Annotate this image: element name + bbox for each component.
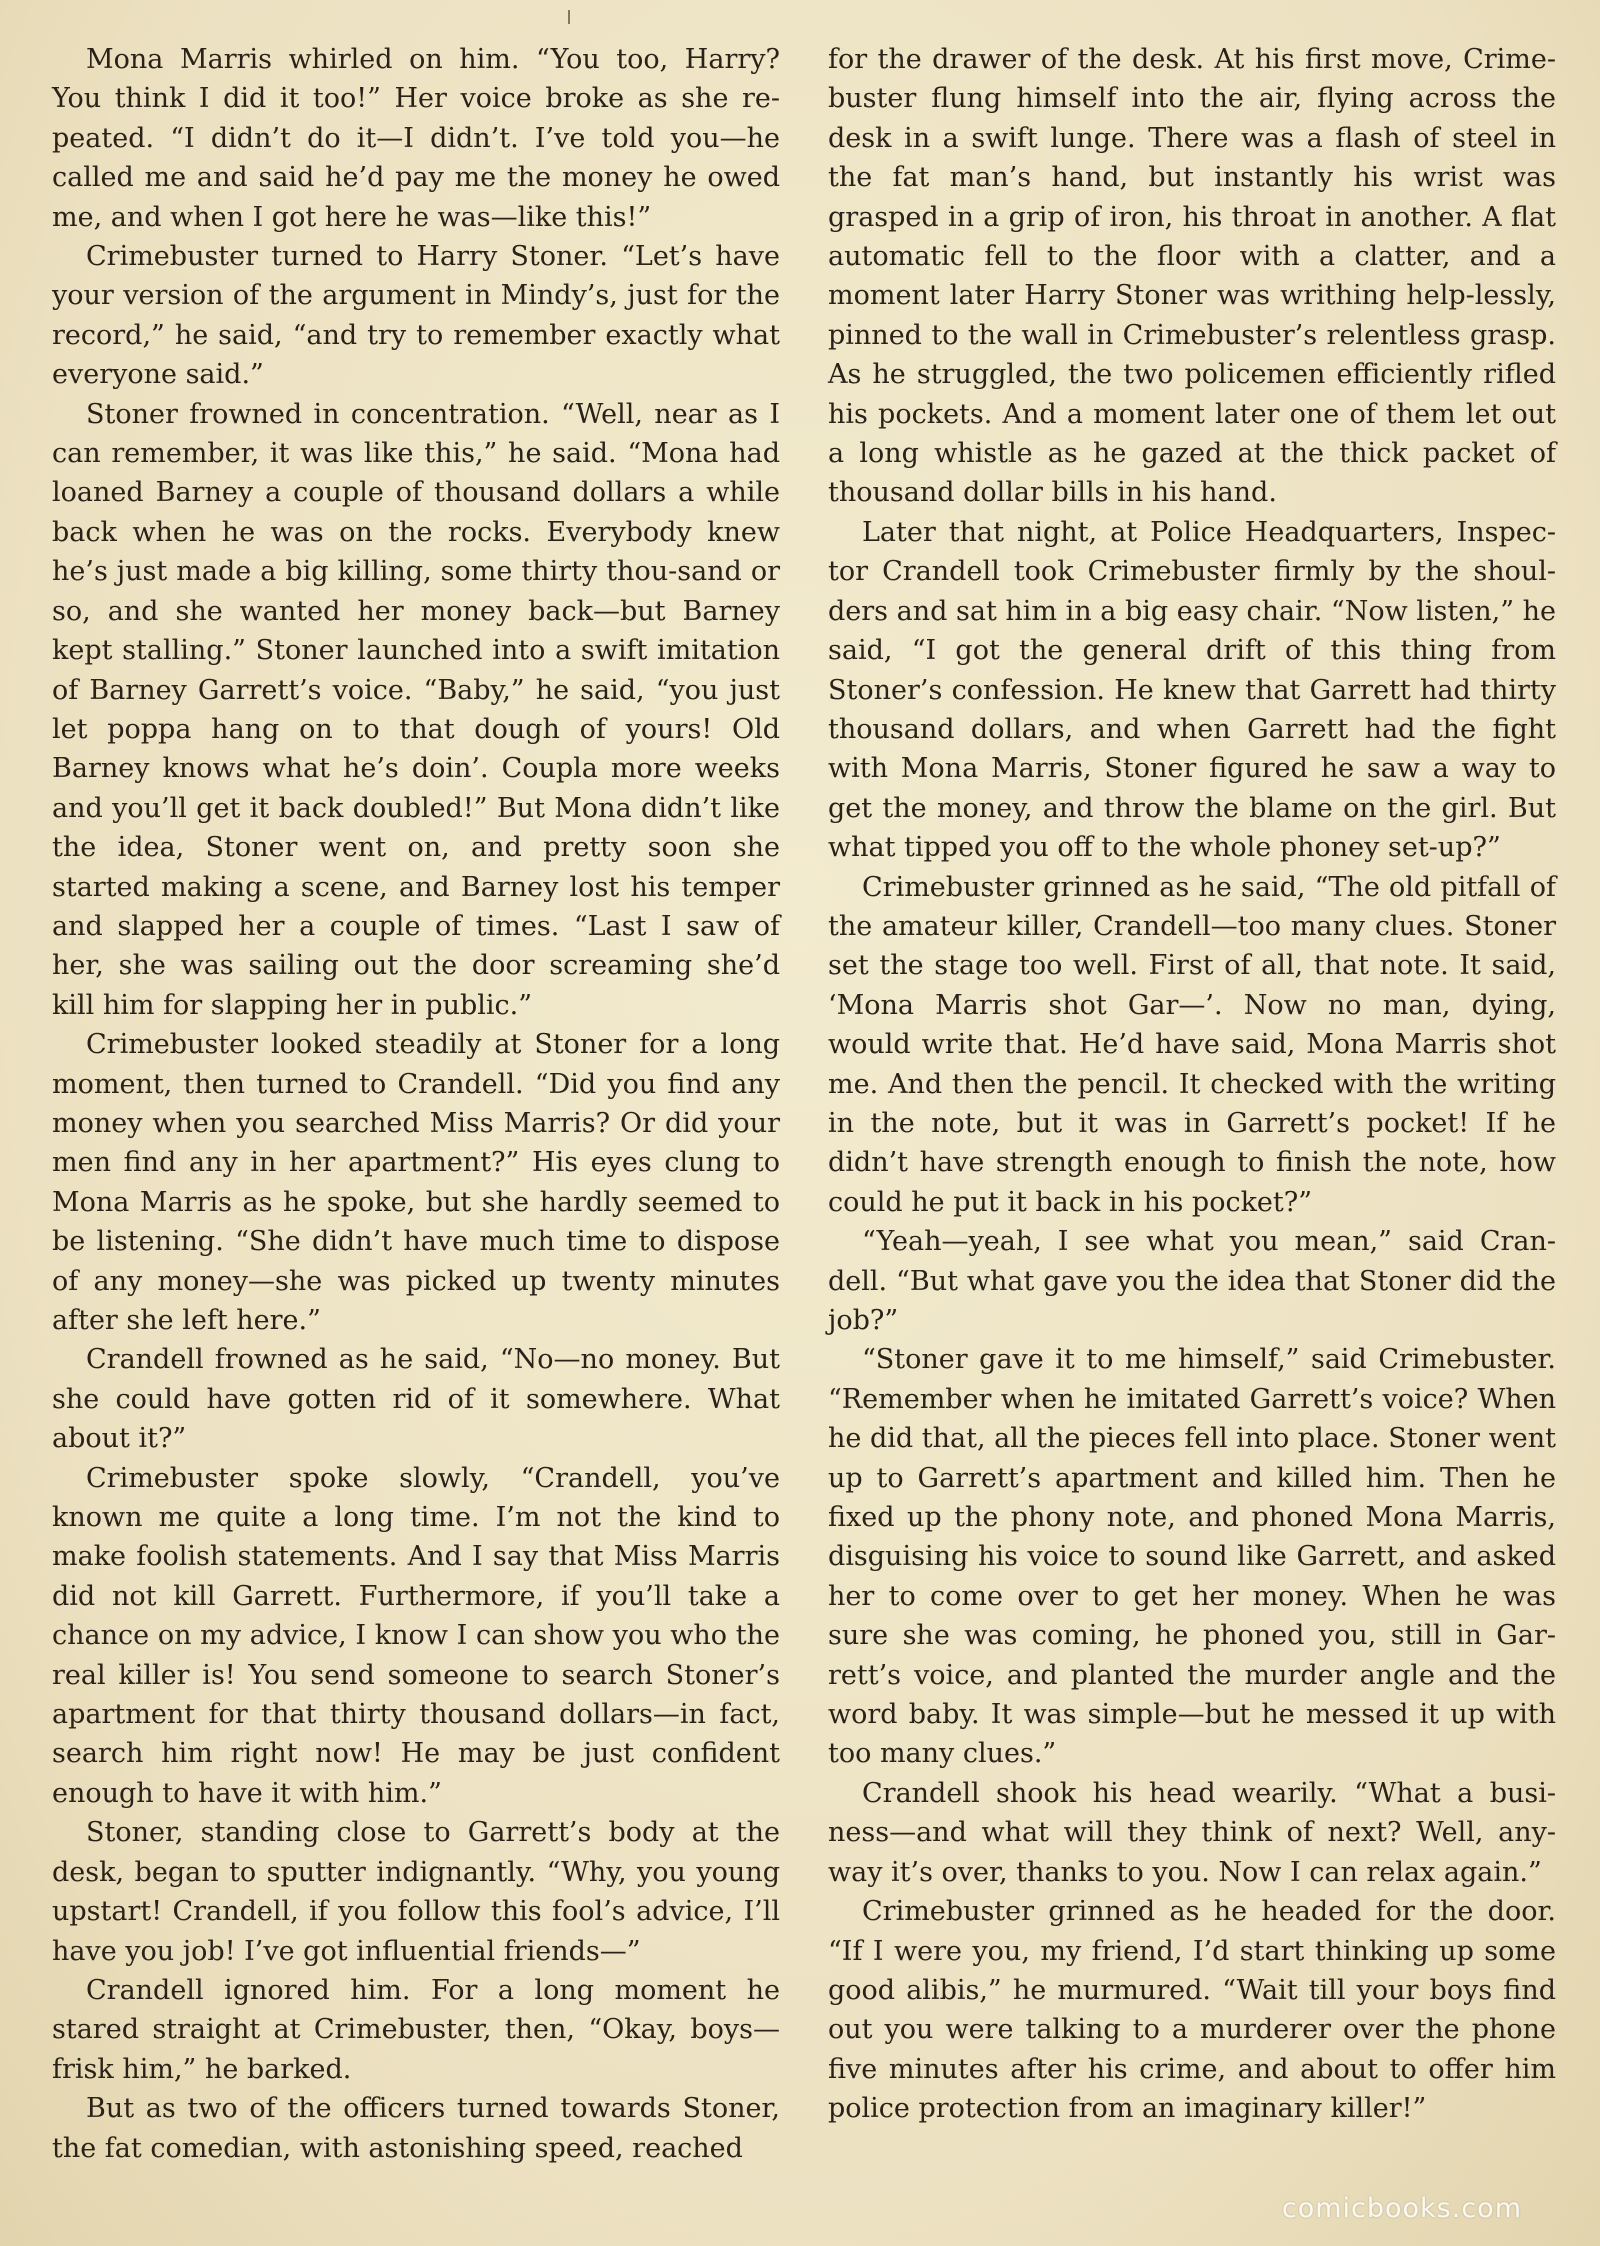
paragraph: Later that night, at Police Headquarters, Inspec-tor Crandell took Crimebuster firmly by the shoul-ders and sat him in a big easy chair. “Now listen,” he said, “I got the general drift of this thing from Stoner’s confession. He knew that Garrett had thirty thousand dollars, and when Garrett had the fight with Mona Marris, Stoner figured he saw a way to get the money, and throw the blame on the girl. But what tipped you off to the whole phoney set-up?” (828, 516, 1556, 864)
paragraph: Crandell frowned as he said, “No—no money. But she could have gotten rid of it somewhere. What about it?” (52, 1344, 780, 1455)
paragraph: Crimebuster turned to Harry Stoner. “Let’s have your version of the argument in Mindy’s, just for the record,” he said, “and try to remember exactly what everyone said.” (52, 241, 780, 391)
paragraph: “Yeah—yeah, I see what you mean,” said Cran-dell. “But what gave you the idea that Stoner did the job?” (828, 1226, 1556, 1336)
paragraph: for the drawer of the desk. At his first move, Crime-buster flung himself into the air, flying across the desk in a swift lunge. There was a flash of steel in the fat man’s hand, but instantly his wrist was grasped in a grip of iron, his throat in another. A flat automatic fell to the floor with a clatter, and a moment later Harry Stoner was writhing help-lessly, pinned to the wall in Crimebuster’s relentless grasp. As he struggled, the two policemen efficiently rifled his pockets. And a moment later one of them let out a long whistle as he gazed at the thick packet of thousand dollar bills in his hand. (828, 44, 1556, 509)
left-text-column (52, 40, 780, 2168)
paragraph: But as two of the officers turned towards Stoner, the fat comedian, with astonishing speed, reached (52, 2093, 780, 2164)
watermark: comicbooks.com (1281, 2193, 1522, 2224)
paragraph: Crimebuster looked steadily at Stoner for a long moment, then turned to Crandell. “Did you find any money when you searched Miss Marris? Or did your men find any in her apartment?” His eyes clung to Mona Marris as he spoke, but she hardly seemed to be listening. “She didn’t have much time to dispose of any money—she was picked up twenty minutes after she left here.” (52, 1029, 780, 1336)
print-mark (568, 10, 570, 24)
paragraph: Mona Marris whirled on him. “You too, Harry? You think I did it too!” Her voice broke as she re-peated. “I didn’t do it—I didn’t. I’ve told you—he called me and said he’d pay me the money he owed me, and when I got here he was—like this!” (52, 44, 780, 233)
right-text-column (828, 40, 1556, 2129)
paragraph: Stoner, standing close to Garrett’s body at the desk, began to sputter indignantly. “Why, you young upstart! Crandell, if you follow this fool’s advice, I’ll have you job! I’ve got influential friends—” (52, 1817, 780, 1967)
paragraph: Stoner frowned in concentration. “Well, near as I can remember, it was like this,” he said. “Mona had loaned Barney a couple of thousand dollars a while back when he was on the rocks. Everybody knew he’s just made a big killing, some thirty thou-sand or so, and she wanted her money back—but Barney kept stalling.” Stoner launched into a swift imitation of Barney Garrett’s voice. “Baby,” he said, “you just let poppa hang on to that dough of yours! Old Barney knows what he’s doin’. Coupla more weeks and you’ll get it back doubled!” But Mona didn’t like the idea, Stoner went on, and pretty soon she started making a scene, and Barney lost his temper and slapped her a couple of times. “Last I saw of her, she was sailing out the door screaming she’d kill him for slapping her in public.” (52, 398, 780, 1021)
paragraph: Crandell shook his head wearily. “What a busi-ness—and what will they think of next? Well, any-way it’s over, thanks to you. Now I can relax again.” (828, 1777, 1556, 1888)
paragraph: Crandell ignored him. For a long moment he stared straight at Crimebuster, then, “Okay, boys—frisk him,” he barked. (52, 1974, 780, 2085)
paragraph: Crimebuster grinned as he said, “The old pitfall of the amateur killer, Crandell—too many clues. Stoner set the stage too well. First of all, that note. It said, ‘Mona Marris shot Gar—’. Now no man, dying, would write that. He’d have said, Mona Marris shot me. And then the pencil. It checked with the writing in the note, but it was in Garrett’s pocket! If he didn’t have strength enough to finish the note, how could he put it back in his pocket?” (828, 871, 1556, 1218)
paragraph: Crimebuster grinned as he headed for the door. “If I were you, my friend, I’d start thinking up some good alibis,” he murmured. “Wait till your boys find out you were talking to a murderer over the phone five minutes after his crime, and about to offer him police protection from an imaginary killer!” (828, 1896, 1556, 2125)
paragraph: Crimebuster spoke slowly, “Crandell, you’ve known me quite a long time. I’m not the kind to make foolish statements. And I say that Miss Marris did not kill Garrett. Furthermore, if you’ll take a chance on my advice, I know I can show you who the real killer is! You send someone to search Stoner’s apartment for that thirty thousand dollars—in fact, search him right now! He may be just confident enough to have it with him.” (52, 1462, 780, 1809)
paragraph: “Stoner gave it to me himself,” said Crimebuster. “Remember when he imitated Garrett’s voice? When he did that, all the pieces fell into place. Stoner went up to Garrett’s apartment and killed him. Then he fixed up the phony note, and phoned Mona Marris, disguising his voice to sound like Garrett, and asked her to come over to get her money. When he was sure she was coming, he phoned you, still in Gar-rett’s voice, and planted the murder angle and the word baby. It was simple—but he messed it up with too many clues.” (828, 1344, 1556, 1770)
